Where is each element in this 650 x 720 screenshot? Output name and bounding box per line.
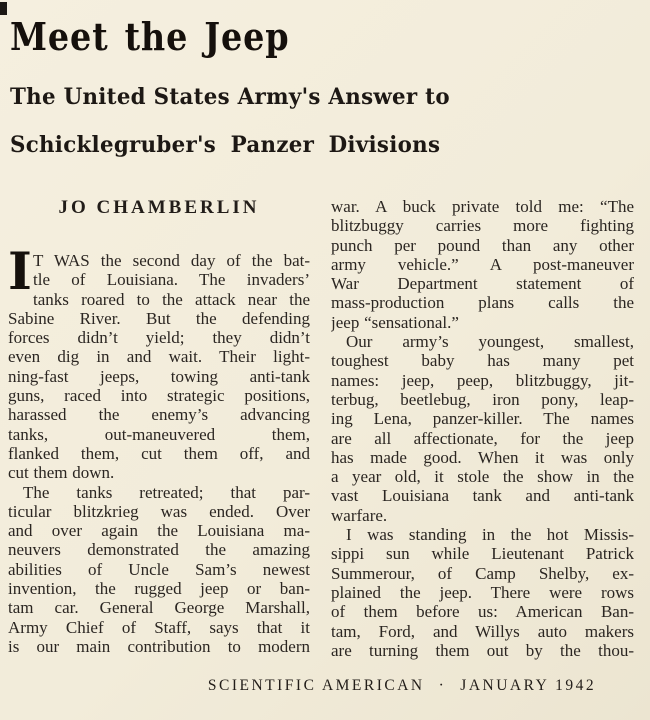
text-line: has made good. When it was only (331, 447, 634, 467)
paragraph (8, 483, 310, 657)
footer-magazine-name: SCIENTIFIC AMERICAN (207, 677, 425, 694)
text-line: Army Chief of Staff, says that it (8, 617, 310, 637)
text-line: neuvers demonstrated the amazing (8, 540, 310, 560)
text-line: names: jeep, peep, blitzbuggy, jit- (331, 370, 634, 390)
article-title: Meet the Jeep (10, 14, 290, 59)
footer-issue-date: JANUARY 1942 (460, 677, 597, 694)
text-line: ing Lena, panzer-killer. The names (331, 409, 634, 429)
text-line: mass-production plans calls the (331, 293, 634, 313)
text-line: I was standing in the hot Missis- (346, 525, 634, 545)
text-line: The tanks retreated; that par- (23, 482, 310, 502)
text-line: tam, Ford, and Willys auto makers (331, 621, 634, 641)
text-line: forces didn’t yield; they didn’t (8, 328, 310, 348)
text-line: ning-fast jeeps, towing anti-tank (8, 366, 310, 386)
text-line: Summerour, of Camp Shelby, ex- (331, 563, 634, 583)
text-line: invention, the rugged jeep or ban- (8, 579, 310, 599)
text-line: war. A buck private told me: “The (331, 197, 634, 216)
text-line: punch per pound than any other (331, 235, 634, 255)
text-line: sippi sun while Lieutenant Patrick (331, 544, 634, 564)
drop-cap: I (8, 242, 32, 302)
text-line: tanks roared to the attack near the (33, 289, 310, 309)
article-subtitle-line2: Schicklegruber's Panzer Divisions (10, 132, 441, 158)
article-subtitle-line1: The United States Army's Answer to (10, 84, 450, 110)
text-line: War Department statement of (331, 274, 634, 294)
text-line: a year old, it stole the show in the (331, 467, 634, 487)
right-column (331, 197, 634, 660)
text-line: warfare. (331, 505, 388, 525)
text-line: of them before us: American Ban- (331, 602, 634, 622)
text-line: guns, raced into strategic positions, (8, 386, 310, 406)
text-line: Sabine River. But the defending (8, 308, 310, 328)
text-line: even dig in and wait. Their light- (8, 347, 310, 367)
left-column (8, 242, 310, 656)
text-line: are all affectionate, for the jeep (331, 428, 634, 448)
text-line: harassed the enemy’s advancing (8, 405, 310, 425)
text-line: abilities of Uncle Sam’s newest (8, 559, 310, 579)
text-line: cut them down. (8, 463, 115, 483)
text-line: plained the jeep. There were rows (331, 582, 634, 602)
text-line: are turning them out by the thou- (331, 640, 634, 660)
paragraph (331, 525, 634, 660)
paragraph (331, 197, 634, 332)
text-line: vast Louisiana tank and anti-tank (331, 486, 634, 506)
text-line: ticular blitzkrieg was ended. Over (8, 501, 310, 521)
scan-corner-mark (0, 2, 7, 15)
page-footer (77, 677, 650, 695)
text-line: tle of Louisiana. The invaders’ (33, 270, 310, 290)
text-line: terbug, beetlebug, iron pony, leap- (331, 389, 634, 409)
text-line: blitzbuggy carries more fighting (331, 216, 634, 236)
paragraph (8, 242, 310, 483)
text-line: is our main contribution to modern (8, 636, 310, 656)
text-line: tanks, out-maneuvered them, (8, 424, 310, 444)
text-line: T WAS the second day of the bat- (33, 251, 310, 270)
text-line: tam car. General George Marshall, (8, 598, 310, 618)
text-line: jeep “sensational.” (331, 312, 459, 332)
footer-separator: · (438, 677, 447, 694)
byline: JO CHAMBERLIN (58, 197, 260, 218)
text-line: toughest baby has many pet (331, 351, 634, 371)
text-line: Our army’s youngest, smallest, (346, 332, 634, 352)
text-line: and over again the Louisiana ma- (8, 521, 310, 541)
paragraph (331, 332, 634, 525)
text-line: flanked them, cut them off, and (8, 443, 310, 463)
text-line: army vehicle.” A post-maneuver (331, 254, 634, 274)
